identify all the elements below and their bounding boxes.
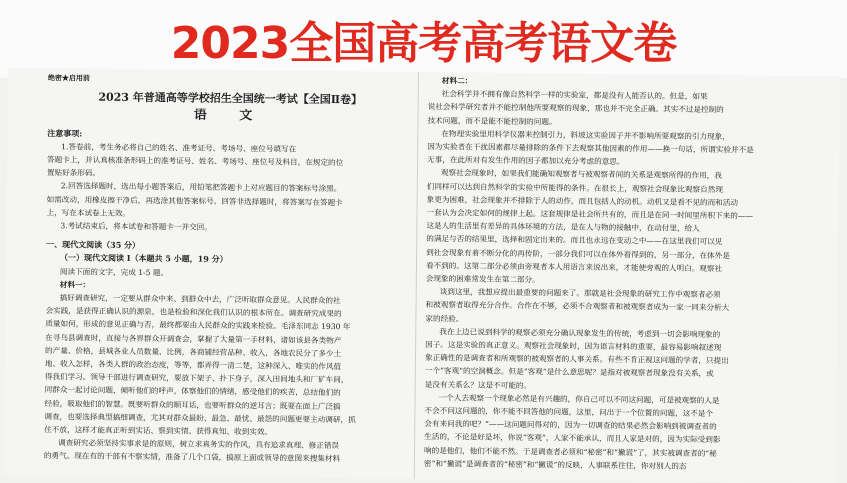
passage-line: 经验，吸取他们的智慧。既要听群众的顺耳话，也要听群众的逆耳言；既要在面上广泛搞 [44, 398, 341, 411]
passage-line: 社会科学并不拥有像自然科学一样的实验室，都是没有人能否认的。但是，如果 [441, 89, 708, 102]
passage-line: 在物理实验里用科学仪器来控制引力，斜坡这实验因子并不影响所要观察的引力现象， [441, 128, 730, 142]
passage-line: 同群众一起讨论问题，倾听他们的呼声，体察他们的情绪，感受他们的疾苦，总结他们的 [44, 385, 341, 398]
passage-line: 住不放，这样才能真正听到实话、察到实情、获得真知、收到实效。 [44, 425, 273, 437]
passage-line: 会现象的困难常发生在第二部分。 [425, 274, 540, 285]
passage-line: 我在上边已说到科学的观察必须充分确认现象发生的传统，考虑到一切会影响现象的 [439, 327, 721, 339]
passage-line: 的满足与否的结果里，选择和固定出来的。而且也永远在变动之中——在这里我们可以见 [426, 234, 723, 247]
banner-title: 2023全国高考高考语文卷 [170, 18, 677, 69]
passage-line: 质量如何，形成的意见正确与否，最终都要由人民群众的实践来检验。毛泽东同志 1930 年 [45, 319, 351, 332]
passage-line: 观察社会现象时，如果我们能确知观察者与被观察者间的关系是观察所得的作用，我 [440, 168, 722, 181]
material2-label: 材料二： [441, 76, 473, 86]
note-line: 如需改动，用橡皮擦干净后，再选涂其他答案标号。回答非选择题时，将答案写在答题卡 [46, 194, 343, 207]
passage-line: 在寻乌县调查时，直接与各界群众开调查会，掌握了大量第一手材料，诸如该县各类物产 [45, 332, 342, 345]
passage-line: 的勇气。现在有的干部有不察实情，准备了几个口袋，搞原上面或领导的意图来搜集材料 [43, 451, 341, 464]
passage-line: 因子。这是实验的真正意义。观察社会现象时，因为语言材料的重要，最容易影响叙述现 [425, 340, 722, 353]
passage-line: 和被观察者取得充分合作。合作在不够，必须不合观察者和被观察者成为一家一同来分析大 [425, 300, 730, 313]
passage-line: 一个人去观察一个现象必然是有兴趣的，你自己可以不同这问题，可是被观察的人是 [438, 393, 720, 405]
passage-line: 看不到的。这第二部分必须由旁观者本人用语言来说出来，才能使旁观的人明白。观察社 [425, 260, 723, 273]
passage-line: 一套认为会决定如何的规律上起。这套规律是社会所共有的，而且是在同一时间里所积下来的—— [426, 208, 754, 221]
passage-line: 象正确性的是调查者和所观察的被观察者的人事关系。有些不肯正视这问题的学者，只提出 [424, 353, 729, 366]
passage-line: 们同样可以达到自然科学的实验中所能得的条件。在很长上，观察社会现象比观察自然现 [426, 181, 723, 194]
passage-line: 得我们学习。领导干部进行调查研究，要放下架子、扑下身子，深入田间地头和厂矿车间， [44, 372, 349, 385]
passage-line: 到社会现象有着不断分化的再传阶，一部分我们可以在体外看得到的，另一部分，在体外是 [426, 247, 730, 260]
right-column [424, 72, 828, 483]
passage-line: 生活的，不论是好是坏，你说“客观”，人家不能承认，而且人家是对的，因为实际受到影 [424, 432, 721, 445]
passage-line: 会有来问我的吧？”——这问题问得对的，因为一切调查的结果必然会影响到被调查者的 [424, 419, 717, 432]
banner [0, 0, 847, 78]
passage-line: 响的是他们，他们不能不然。于是调查者必须和“秘密”和“撇谎”了，其实被调查者的“秘 [423, 445, 717, 458]
note-line: 答题卡上，并认真核准条形码上的准考证号、姓名、考场号、座位号及科目，在规定的位 [47, 155, 344, 168]
note-line: 上，写在本试卷上无效。 [46, 207, 131, 218]
column-divider [414, 72, 419, 479]
subject-title: 语 文 [193, 107, 267, 124]
passage-line: 调查研究必须坚持实事求是的原则，树立求真务实的作风，具有追求真理、修正错误 [58, 438, 340, 451]
left-column [44, 68, 413, 479]
material1-label: 材料一： [59, 280, 91, 290]
passage-line: 谈到这里，我想应提出最重要的问题来了。那就是社会现象的研究工作中观察者必须 [439, 287, 721, 300]
passage-line: 象更为困难，社会现象并不排除于人的动作，而且包括人的动机。动机又是看不见的而和活动 [426, 194, 739, 208]
passage-line: 无事，在此所对有发生作用的因子都加以充分考虑的意思。 [427, 155, 625, 167]
note-line: 1.答卷前，考生务必将自己的姓名、准考证号、考场号、座位号填写在 [61, 142, 297, 154]
passage-line: 这是人的生活里有差异的具体环境的方法，是在人与物的接触中，在动付里，给人 [426, 221, 700, 234]
passage-line: 说社会科学研究者并不能控制他所要观察的现象，那也并不完全正确。其实不过是控制的 [427, 102, 724, 115]
passage-line: 搞好调查研究，一定要从群众中来、到群众中去，广泛听取群众意见。人民群众的社 [59, 293, 341, 306]
passage-line: 的产量、价格，县城各业人员数量、比例，各商铺经营品种、收入，各地农民分了多少土 [45, 345, 342, 359]
passage-line: 因为实验者在干扰因素都尽量排除的条件下去观察其他因素的作用——换一句话，所谓实验并不是 [427, 142, 754, 155]
passage-line: 一个“客观”的空洞概念。但是“客观”是什么意思呢？是指对被观察者现象没有关系，或 [424, 366, 714, 379]
note-line: 3.考试结束后，将本试卷和答题卡一并交回。 [60, 221, 212, 232]
note-line: 2.回答选择题时，选出每小题答案后，用铅笔把答题卡上对应题目的答案标号涂黑。 [60, 181, 342, 194]
reading-instruction: 阅读下面的文字，完成 1-5 题。 [59, 266, 169, 277]
passage-line: 密”和“撇谎”是调查者的“秘密”和“撇谎”的反映，人事联系往往，你对别人的态 [423, 458, 687, 471]
passage-line: 技术问题，而不是能不能控制的问题。 [427, 115, 557, 127]
exam-paper [4, 68, 840, 483]
secret-label: 绝密★启用前 [47, 73, 90, 83]
passage-line: 地、收入怎样，各类人群的政治态度，等等，都弄得一清二楚，这种深入、唯实的作风值 [44, 359, 342, 372]
passage-line: 家的经验。 [425, 313, 464, 324]
passage-line: 调查，也要选择典型搞细调查，尤其对群众最盼、最急、最忧、最怨的问题更要主动调研，抓 [44, 411, 356, 425]
section-heading: 一、现代文阅读（35 分） [46, 239, 141, 251]
notes-heading: 注意事项: [47, 127, 83, 139]
passage-line: 是没有关系么？这是不可能的。 [424, 379, 532, 390]
note-line: 置贴好条形码。 [46, 168, 101, 178]
passage-line: 不会不问这问题的，你不能不回答他的问题，这里，问出于一个位置的问题，这不是个 [424, 406, 714, 419]
passage-line: 会实践，是获得正确认识的源泉，也是检验和深化我们认识的根本所在。调查研究成果的 [45, 306, 342, 319]
subsection-heading: （一）现代文阅读 Ⅰ（本题共 5 小题，19 分） [59, 252, 228, 265]
exam-title: 2023 年普通高等学校招生全国统一考试【全国Ⅱ卷】 [98, 90, 363, 107]
